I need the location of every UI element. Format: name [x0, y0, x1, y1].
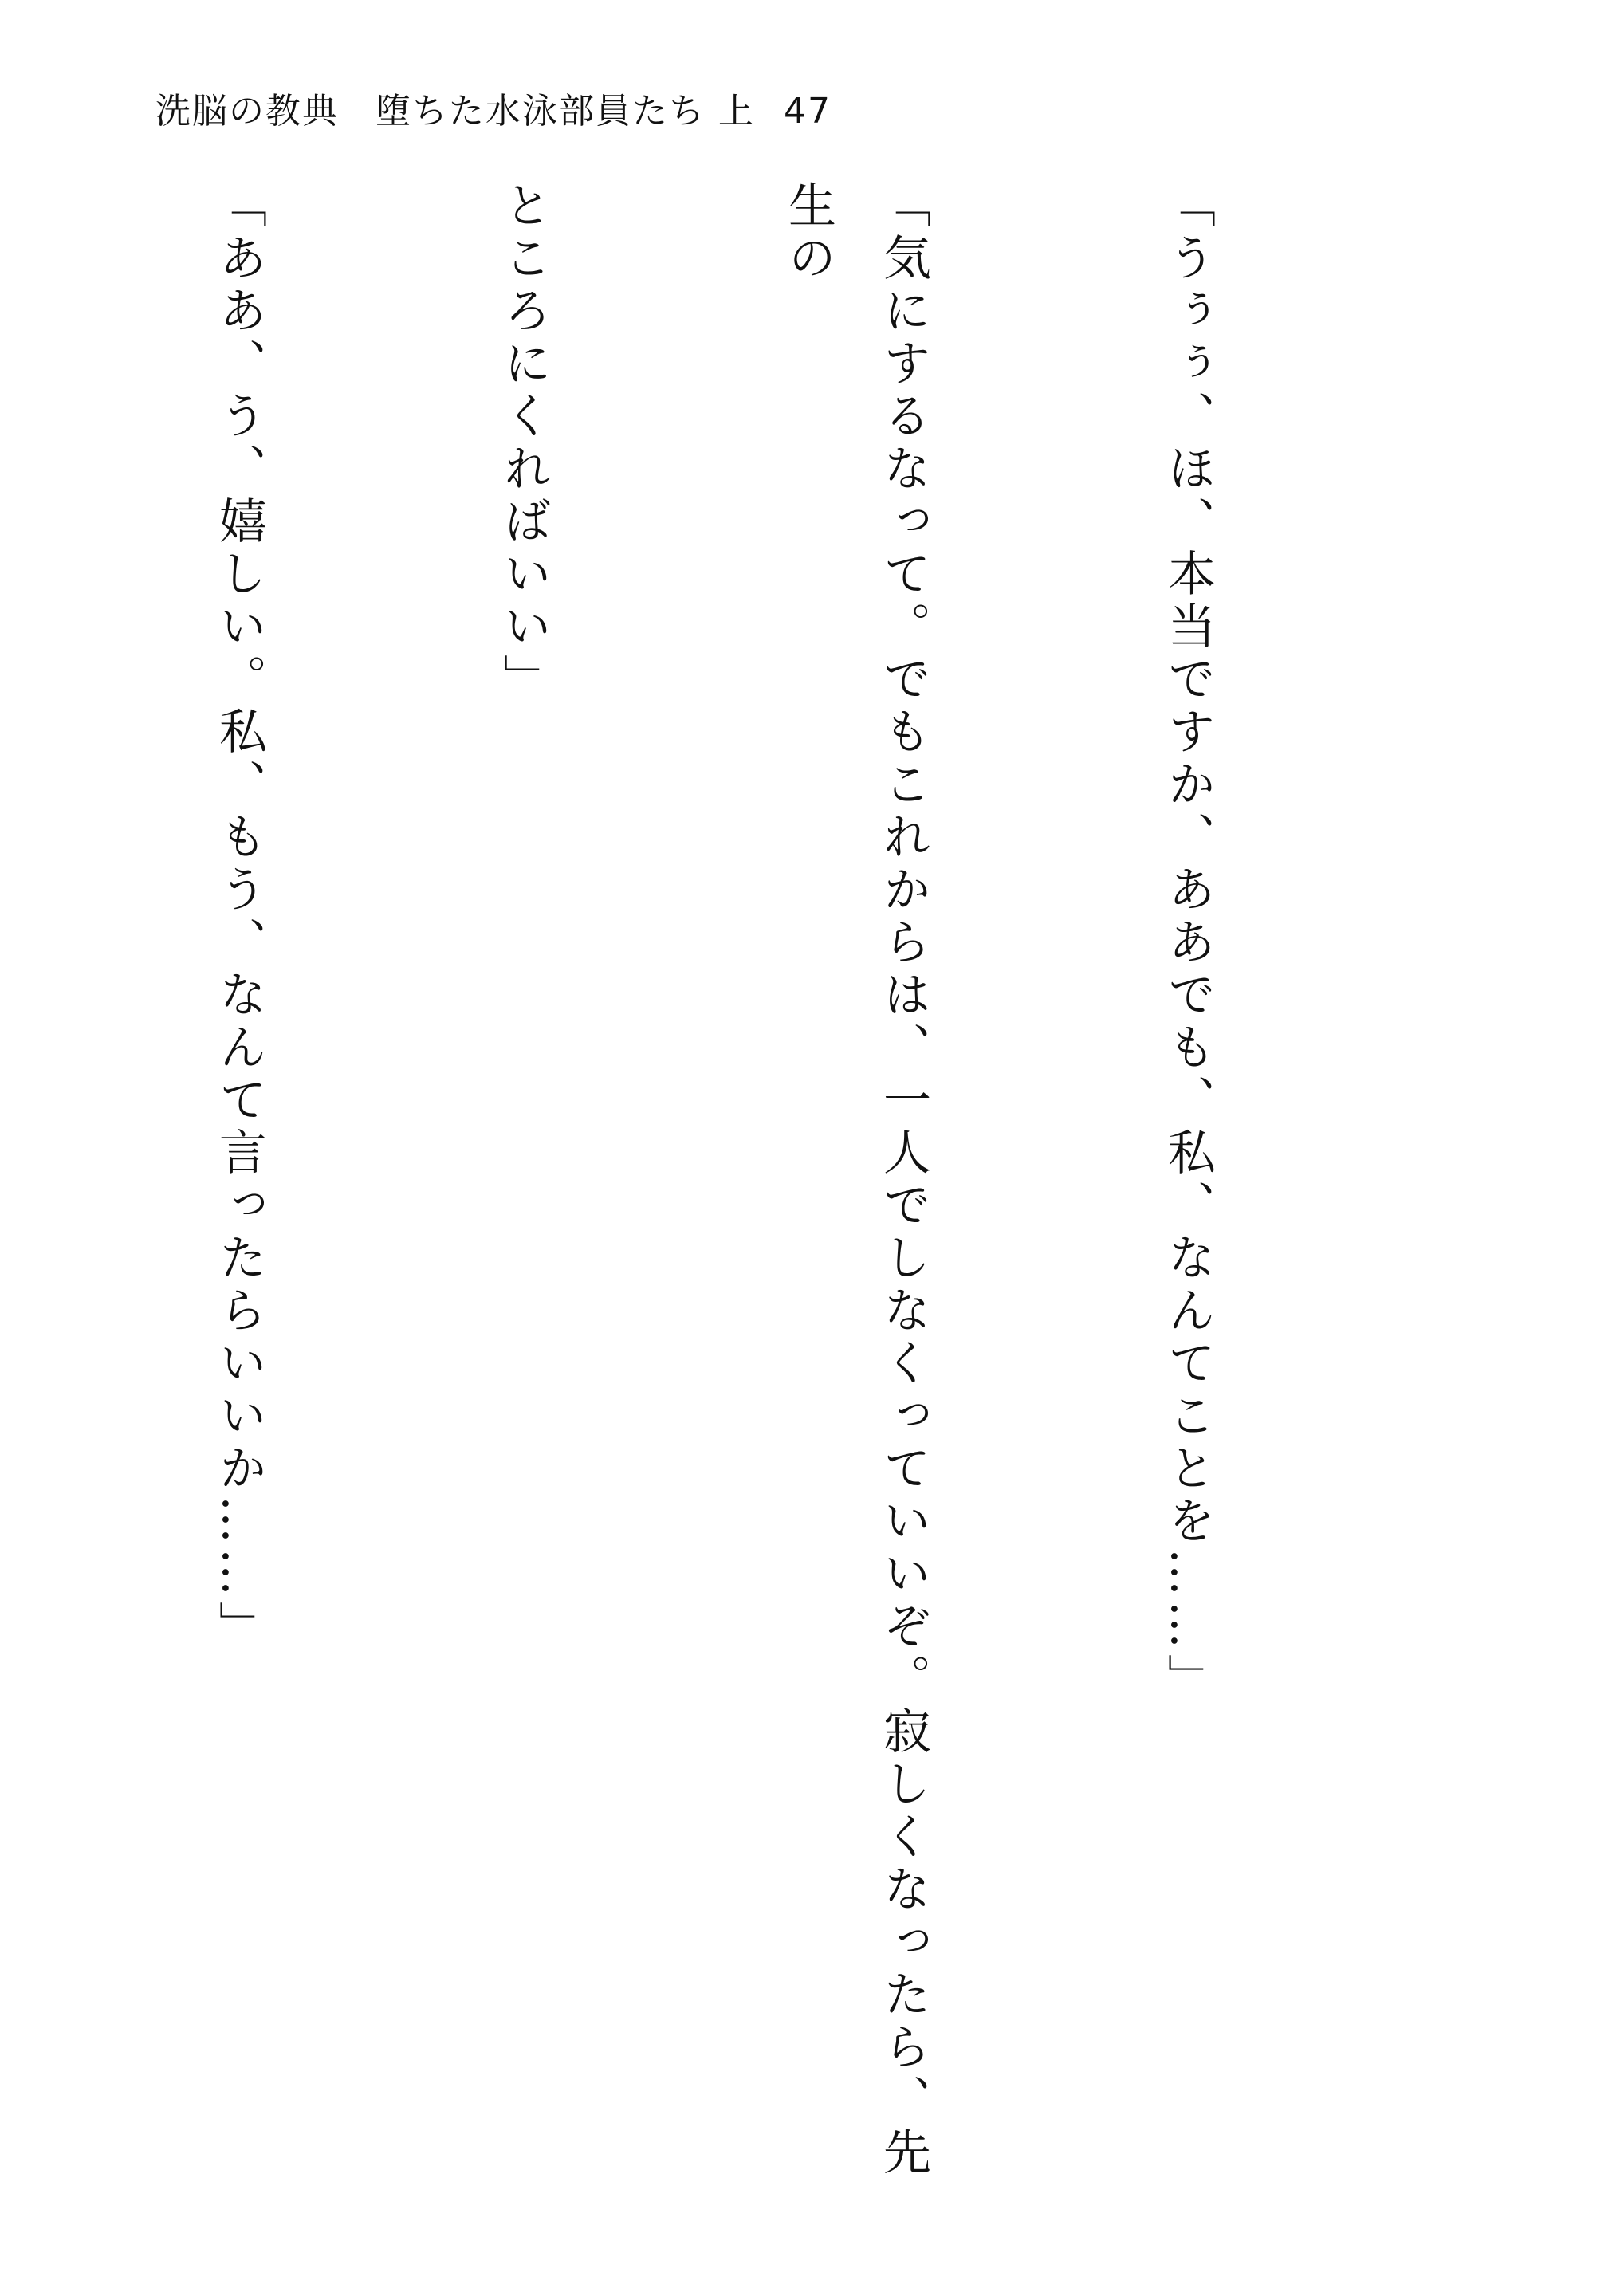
text-line: 「うぅぅ、ほ、本当ですか、ああでも、私、なんてことを……」 [1160, 180, 1216, 1706]
text-line: ところにくればいい」 [496, 180, 552, 706]
book-title: 洗脳の教典 堕ちた水泳部員たち 上 [155, 91, 755, 132]
text-line: 「気にするなって。でもこれからは、一人でしなくっていいぞ。寂しくなったら、先生の [781, 180, 931, 2180]
page-number: 47 [784, 91, 832, 132]
text-line [0, 180, 2, 2221]
body-text [0, 180, 1425, 2221]
running-head [155, 89, 832, 134]
text-line: 「ああ、う、嬉しい。私、もう、なんて言ったらいいか……」 [211, 180, 267, 1653]
